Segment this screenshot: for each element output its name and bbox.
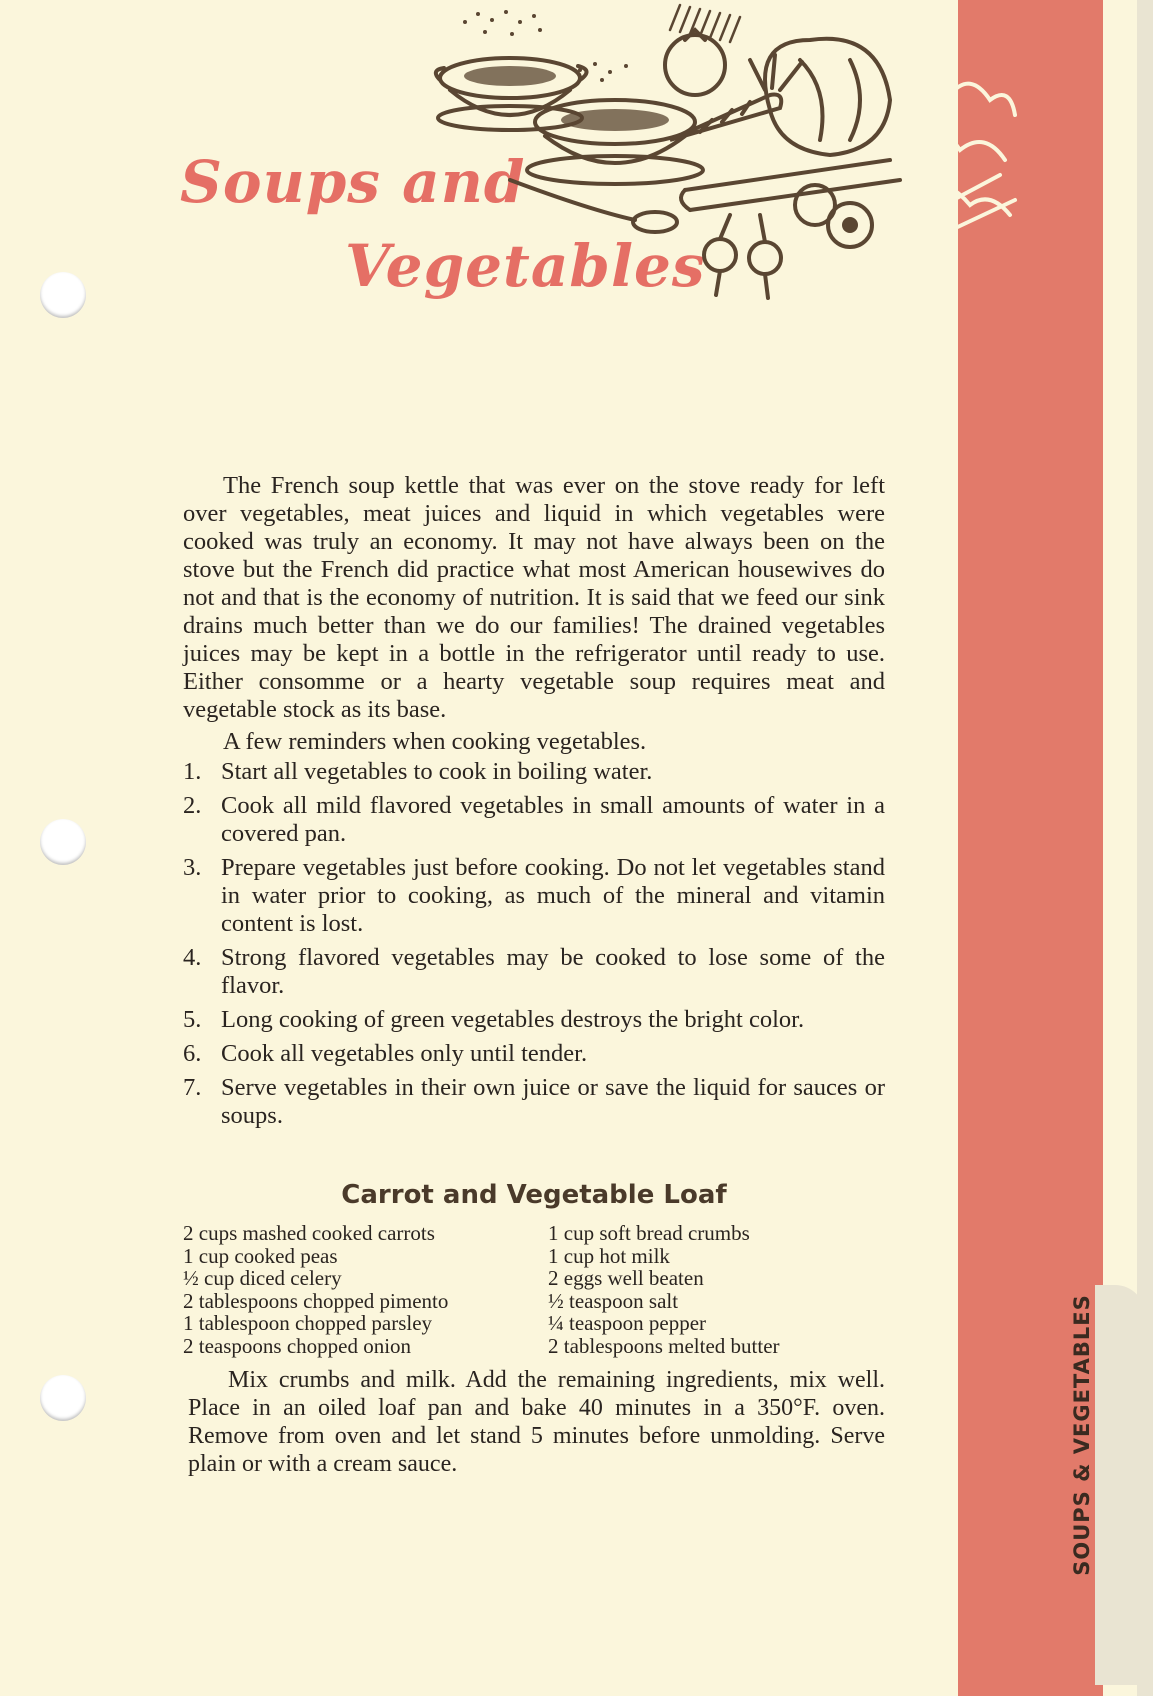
list-item: 3. Prepare vegetables just before cooking. Do not let vegetables stand in water prior to cooking, as much of the mineral and vitamin content is lost. [183,854,885,937]
body-text [183,472,885,1136]
carrot-icon [670,55,802,140]
section-tab-label[interactable]: SOUPS & VEGETABLES [1070,1294,1094,1576]
soup-and-vegetables-illustration-icon [430,0,1080,330]
ingredient-item: 1 cup soft bread crumbs [548,1221,750,1245]
recipe-method: Mix crumbs and milk. Add the remaining ingredients, mix well. Place in an oiled loaf pan and bake 40 minutes in a 350°F. oven. Remove from oven and let stand 5 minutes before unmolding. Serve plain or with a cream sauce. [188,1367,885,1477]
list-item: 6. Cook all vegetables only until tender. [183,1040,588,1067]
intro-paragraph: The French soup kettle that was ever on the stove ready for left over vegetables, meat juices and liquid in which vegetables were cooked was truly an economy. It may not have always been on the stove but the French did practice what most American housewives do not and that is the economy of nutrition. It is said that we feed our sink drains much better than we do our families! The drained vegetables juices may be kept in a bottle in the refrigerator until ready to use. Either consomme or a hearty vegetable soup requires meat and vegetable stock as its base. [183,472,885,723]
ingredient-item: 2 teaspoons chopped onion [183,1333,412,1358]
ingredient-item: ½ teaspoon salt [548,1288,679,1313]
ingredients-left-column [183,1222,548,1357]
ingredient-item: 1 tablespoon chopped parsley [183,1311,433,1335]
tomato-icon [665,30,725,95]
list-item: 5. Long cooking of green vegetables destroys the bright color. [183,1006,805,1033]
ingredient-item: 1 cup cooked peas [183,1243,338,1268]
reminders-list [183,758,885,1130]
cabbage-icon [765,39,890,155]
ingredient-item: 2 tablespoons melted butter [548,1333,780,1358]
list-item: 4. Strong flavored vegetables may be cooked to lose some of the flavor. [183,944,885,999]
paper-edge [1137,0,1153,1696]
celery-icon [681,160,900,210]
ingredient-item: 2 tablespoons chopped pimento [183,1288,449,1313]
recipe-title: Carrot and Vegetable Loaf [341,1180,727,1210]
ingredients-list [183,1222,885,1357]
ingredient-item: 2 eggs well beaten [548,1266,704,1290]
soup-bowl-front-icon [527,100,703,184]
ingredient-item: ½ cup diced celery [183,1266,342,1290]
ingredient-item: 1 cup hot milk [548,1243,670,1268]
list-item: 7. Serve vegetables in their own juice or save the liquid for sauces or soups. [183,1074,885,1129]
binder-hole-bottom [40,1375,86,1421]
reminders-intro: A few reminders when cooking vegetables. [223,728,647,755]
radish-icon [704,215,781,298]
ingredients-right-column [548,1222,885,1357]
binder-hole-top [40,272,86,318]
section-title-line2: Vegetables [345,232,706,300]
list-item: 2. Cook all mild flavored vegetables in small amounts of water in a covered pan. [183,792,885,847]
section-title-line1: Soups and [180,148,526,216]
lettuce-icon [900,81,1015,240]
binder-hole-middle [40,819,86,865]
spoon-icon [510,180,677,232]
ingredient-item: 2 cups mashed cooked carrots [183,1221,435,1245]
ingredient-item: ¼ teaspoon pepper [548,1311,707,1335]
list-item: 1. Start all vegetables to cook in boiling water. [183,758,653,785]
